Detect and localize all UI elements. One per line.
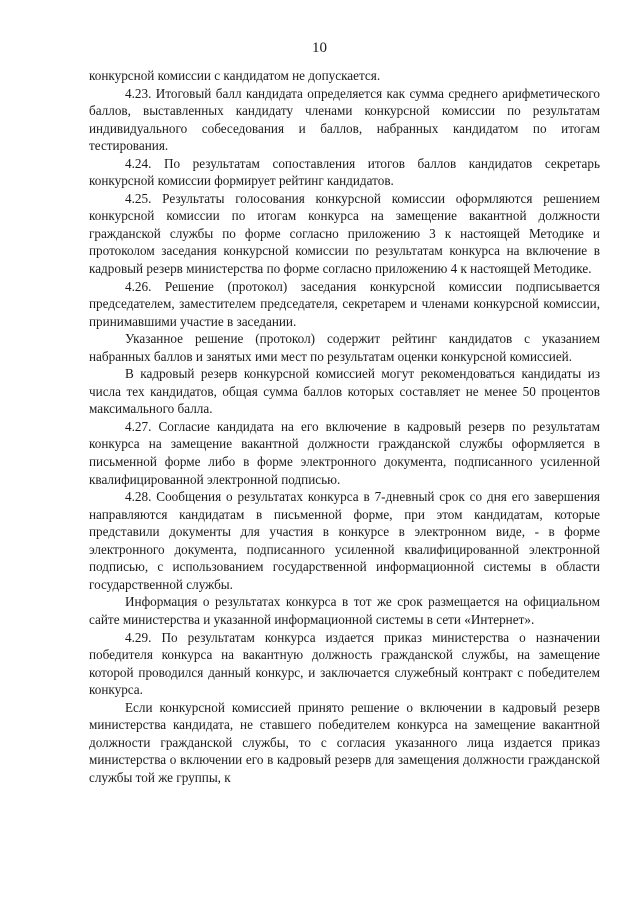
paragraph-4-29: 4.29. По результатам конкурса издается приказ министерства о назначении победителя конкурса на вакантную должность гражданской службы, на замещение которой проводился данный конкурс, и заключается служебный контракт с победителем конкурса.	[89, 629, 600, 698]
paragraph-4-23: 4.23. Итоговый балл кандидата определяется как сумма среднего арифметического баллов, выставленных кандидату членами конкурсной комиссии по результатам индивидуального собеседования и баллов, набранных кандидатом по итогам тестирования.	[89, 85, 600, 154]
paragraph-4-24: 4.24. По результатам сопоставления итогов баллов кандидатов секретарь конкурсной комиссии формирует рейтинг кандидатов.	[89, 155, 600, 189]
paragraph-rating-content: Указанное решение (протокол) содержит рейтинг кандидатов с указанием набранных баллов и занятых ими мест по результатам оценки конкурсной комиссией.	[89, 331, 600, 364]
paragraph-continuation: конкурсной комиссии с кандидатом не допускается.	[89, 68, 381, 83]
page-number: 10	[312, 40, 327, 56]
document-body	[89, 67, 600, 786]
paragraph-results-publication: Информация о результатах конкурса в тот же срок размещается на официальном сайте министерства и указанной информационной системы в сети «Интернет».	[89, 594, 600, 627]
paragraph-reserve-order: Если конкурсной комиссией принято решение о включении в кадровый резерв министерства кандидата, не ставшего победителем конкурса на замещение вакантной должности гражданской службы, то с согласия указанного лица издается приказ министерства о включении его в кадровый резерв для замещения должности гражданской службы той же группы, к	[89, 699, 600, 785]
paragraph-4-26: 4.26. Решение (протокол) заседания конкурсной комиссии подписывается председателем, заместителем председателя, секретарем и членами конкурсной комиссии, принимавшими участие в заседании.	[89, 278, 600, 329]
paragraph-4-28: 4.28. Сообщения о результатах конкурса в 7-дневный срок со дня его завершения направляются кандидатам в письменной форме, при этом кандидатам, которые представили документы для участия в конкурсе в электронном виде, - в форме электронного документа, подписанного усиленной квалифицированной электронной подписью, с использованием государственной информационной системы в области государственной службы.	[89, 489, 600, 592]
paragraph-reserve-recommendation: В кадровый резерв конкурсной комиссией могут рекомендоваться кандидаты из числа тех кандидатов, общая сумма баллов которых составляет не менее 50 процентов максимального балла.	[89, 366, 600, 417]
paragraph-4-27: 4.27. Согласие кандидата на его включение в кадровый резерв по результатам конкурса на замещение вакантной должности гражданской службы оформляется в письменной форме либо в форме электронного документа, подписанного усиленной квалифицированной электронной подписью.	[89, 418, 600, 487]
paragraph-4-25: 4.25. Результаты голосования конкурсной комиссии оформляются решением конкурсной комиссии по итогам конкурса на замещение вакантной должности гражданской службы по форме согласно приложению 3 к настоящей Методике и протоколом заседания конкурсной комиссии по результатам конкурса на включение в кадровый резерв министерства по форме согласно приложению 4 к настоящей Методике.	[89, 190, 600, 277]
